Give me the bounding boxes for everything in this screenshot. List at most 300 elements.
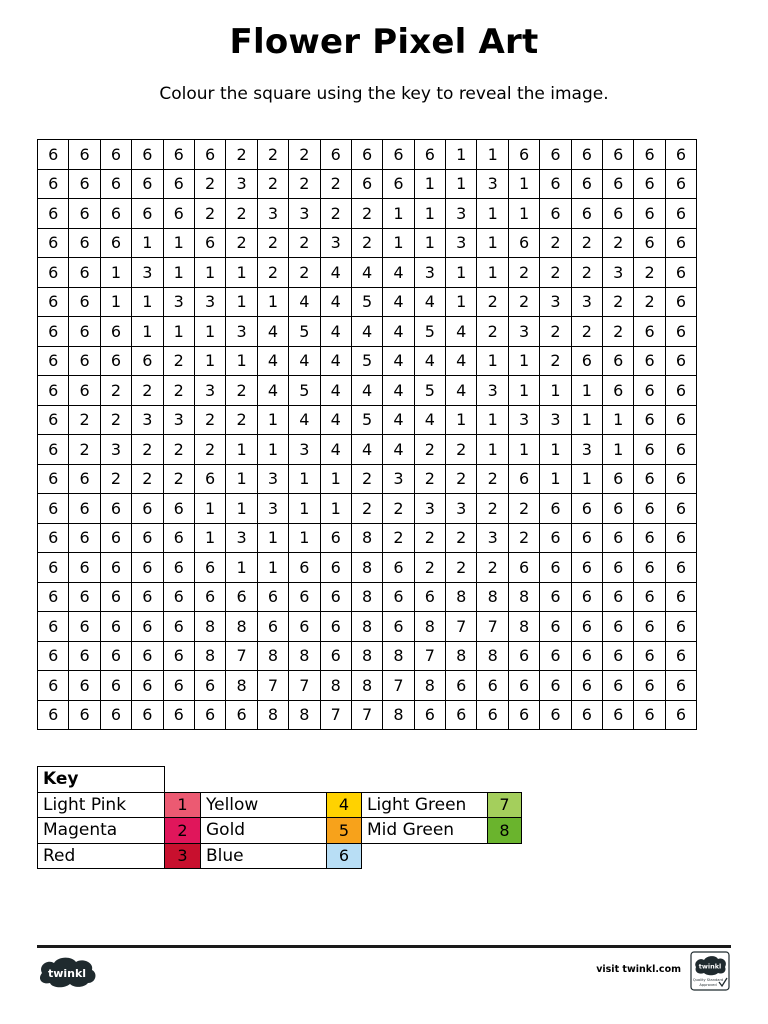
grid-cell: 6 [38, 582, 69, 612]
grid-cell: 2 [163, 376, 194, 406]
key-label: Blue [201, 843, 327, 869]
grid-cell: 6 [634, 199, 665, 229]
grid-cell: 8 [446, 582, 477, 612]
grid-cell: 2 [289, 258, 320, 288]
grid-row [38, 671, 697, 701]
grid-cell: 6 [540, 523, 571, 553]
grid-cell: 6 [508, 671, 539, 701]
grid-cell: 6 [257, 612, 288, 642]
key-swatch: 8 [488, 818, 522, 844]
grid-cell: 1 [257, 523, 288, 553]
grid-cell: 1 [320, 494, 351, 524]
grid-cell: 6 [634, 464, 665, 494]
key-heading: Key [38, 767, 165, 793]
grid-cell: 1 [477, 258, 508, 288]
grid-cell: 6 [540, 199, 571, 229]
grid-cell: 6 [540, 582, 571, 612]
grid-cell: 7 [351, 700, 382, 730]
grid-cell: 1 [257, 405, 288, 435]
grid-cell: 6 [665, 553, 696, 583]
grid-cell: 2 [414, 464, 445, 494]
grid-cell: 3 [477, 169, 508, 199]
grid-cell: 2 [540, 317, 571, 347]
grid-cell: 6 [320, 641, 351, 671]
grid-cell: 6 [69, 641, 100, 671]
grid-cell: 6 [540, 700, 571, 730]
grid-cell: 6 [477, 700, 508, 730]
grid-cell: 8 [351, 671, 382, 701]
grid-cell: 6 [132, 671, 163, 701]
grid-row [38, 346, 697, 376]
grid-cell: 8 [351, 582, 382, 612]
grid-cell: 3 [100, 435, 131, 465]
grid-cell: 6 [320, 523, 351, 553]
grid-cell: 2 [226, 199, 257, 229]
grid-cell: 6 [634, 523, 665, 553]
grid-cell: 6 [257, 582, 288, 612]
grid-cell: 1 [414, 199, 445, 229]
grid-cell: 8 [383, 700, 414, 730]
grid-cell: 6 [163, 199, 194, 229]
grid-cell: 4 [383, 317, 414, 347]
grid-cell: 1 [194, 523, 225, 553]
grid-row [38, 169, 697, 199]
grid-cell: 1 [226, 464, 257, 494]
grid-cell: 4 [383, 376, 414, 406]
grid-cell: 4 [257, 376, 288, 406]
grid-cell: 6 [665, 140, 696, 170]
grid-cell: 4 [351, 317, 382, 347]
grid-cell: 2 [257, 258, 288, 288]
grid-cell: 8 [226, 671, 257, 701]
grid-cell: 6 [634, 612, 665, 642]
grid-cell: 4 [414, 346, 445, 376]
grid-cell: 1 [446, 287, 477, 317]
grid-cell: 8 [414, 671, 445, 701]
grid-cell: 8 [194, 641, 225, 671]
grid-cell: 6 [603, 199, 634, 229]
grid-cell: 6 [226, 700, 257, 730]
grid-cell: 5 [289, 317, 320, 347]
grid-cell: 6 [163, 700, 194, 730]
grid-cell: 4 [383, 258, 414, 288]
grid-cell: 6 [665, 405, 696, 435]
twinkl-logo[interactable] [36, 955, 98, 989]
grid-cell: 8 [194, 612, 225, 642]
grid-cell: 6 [603, 700, 634, 730]
grid-cell: 1 [194, 494, 225, 524]
grid-cell: 1 [540, 464, 571, 494]
grid-cell: 3 [446, 199, 477, 229]
grid-cell: 8 [446, 641, 477, 671]
grid-cell: 6 [508, 228, 539, 258]
grid-cell: 6 [132, 199, 163, 229]
grid-cell: 6 [634, 140, 665, 170]
grid-cell: 1 [508, 199, 539, 229]
grid-cell: 2 [226, 228, 257, 258]
grid-cell: 2 [226, 376, 257, 406]
grid-cell: 3 [414, 494, 445, 524]
grid-cell: 6 [132, 494, 163, 524]
grid-cell: 6 [665, 641, 696, 671]
grid-cell: 1 [163, 228, 194, 258]
grid-cell: 2 [477, 464, 508, 494]
grid-cell: 8 [414, 612, 445, 642]
grid-cell: 6 [634, 700, 665, 730]
grid-cell: 6 [603, 464, 634, 494]
grid-cell: 6 [665, 199, 696, 229]
grid-cell: 1 [194, 258, 225, 288]
grid-cell: 6 [665, 671, 696, 701]
grid-cell: 1 [446, 169, 477, 199]
grid-cell: 6 [100, 140, 131, 170]
key-swatch: 3 [165, 843, 201, 869]
grid-cell: 1 [226, 435, 257, 465]
grid-cell: 6 [603, 671, 634, 701]
badge-brand-text: twinkl [698, 962, 722, 971]
grid-cell: 5 [289, 376, 320, 406]
grid-cell: 6 [383, 140, 414, 170]
grid-cell: 6 [571, 671, 602, 701]
grid-cell: 6 [38, 641, 69, 671]
grid-cell: 2 [383, 494, 414, 524]
grid-cell: 1 [477, 405, 508, 435]
grid-cell: 3 [508, 405, 539, 435]
grid-cell: 8 [351, 612, 382, 642]
grid-cell: 1 [226, 494, 257, 524]
grid-cell: 6 [540, 169, 571, 199]
grid-cell: 4 [320, 317, 351, 347]
grid-cell: 1 [226, 553, 257, 583]
grid-cell: 4 [351, 258, 382, 288]
grid-cell: 3 [603, 258, 634, 288]
key-swatch: 6 [327, 843, 362, 869]
grid-row [38, 405, 697, 435]
grid-cell: 2 [383, 523, 414, 553]
key-label: Mid Green [362, 818, 488, 844]
grid-cell: 6 [132, 169, 163, 199]
grid-cell: 2 [477, 494, 508, 524]
grid-cell: 3 [163, 287, 194, 317]
grid-cell: 6 [163, 612, 194, 642]
grid-cell: 2 [477, 553, 508, 583]
grid-cell: 1 [132, 317, 163, 347]
grid-cell: 6 [69, 346, 100, 376]
logo-text: twinkl [47, 967, 87, 980]
grid-cell: 1 [226, 287, 257, 317]
grid-cell: 6 [100, 169, 131, 199]
grid-cell: 3 [571, 435, 602, 465]
grid-cell: 2 [194, 435, 225, 465]
grid-cell: 6 [132, 346, 163, 376]
grid-cell: 1 [100, 287, 131, 317]
grid-cell: 2 [540, 258, 571, 288]
grid-row [38, 140, 697, 170]
grid-cell: 2 [571, 258, 602, 288]
grid-cell: 2 [132, 376, 163, 406]
grid-cell: 1 [414, 169, 445, 199]
grid-cell: 6 [665, 494, 696, 524]
grid-cell: 2 [603, 228, 634, 258]
grid-cell: 6 [508, 641, 539, 671]
grid-cell: 6 [69, 671, 100, 701]
grid-cell: 2 [132, 464, 163, 494]
grid-cell: 6 [132, 641, 163, 671]
grid-cell: 6 [38, 346, 69, 376]
grid-cell: 6 [38, 287, 69, 317]
grid-row [38, 199, 697, 229]
page-title: Flower Pixel Art [229, 22, 539, 62]
grid-cell: 8 [351, 641, 382, 671]
grid-cell: 6 [414, 140, 445, 170]
grid-cell: 6 [163, 523, 194, 553]
grid-cell: 3 [132, 258, 163, 288]
grid-cell: 2 [351, 494, 382, 524]
grid-cell: 6 [69, 169, 100, 199]
grid-cell: 2 [508, 287, 539, 317]
grid-cell: 6 [603, 494, 634, 524]
grid-cell: 6 [603, 523, 634, 553]
grid-cell: 6 [540, 641, 571, 671]
grid-cell: 2 [289, 228, 320, 258]
grid-cell: 6 [69, 523, 100, 553]
grid-cell: 6 [634, 435, 665, 465]
grid-cell: 6 [634, 582, 665, 612]
grid-cell: 6 [603, 169, 634, 199]
key-swatch: 1 [165, 792, 201, 818]
grid-cell: 1 [571, 464, 602, 494]
grid-row [38, 494, 697, 524]
grid-cell: 6 [100, 523, 131, 553]
grid-cell: 4 [320, 405, 351, 435]
grid-cell: 6 [100, 553, 131, 583]
grid-cell: 6 [69, 199, 100, 229]
grid-cell: 7 [289, 671, 320, 701]
grid-cell: 6 [194, 700, 225, 730]
grid-cell: 8 [351, 523, 382, 553]
grid-cell: 1 [446, 405, 477, 435]
grid-cell: 6 [100, 582, 131, 612]
grid-cell: 1 [194, 317, 225, 347]
grid-cell: 2 [163, 464, 194, 494]
grid-row [38, 700, 697, 730]
grid-cell: 6 [100, 671, 131, 701]
grid-cell: 6 [540, 612, 571, 642]
grid-cell: 8 [289, 700, 320, 730]
footer-divider [37, 945, 731, 948]
grid-cell: 2 [194, 199, 225, 229]
grid-cell: 3 [540, 287, 571, 317]
grid-cell: 6 [100, 612, 131, 642]
grid-cell: 2 [289, 140, 320, 170]
grid-cell: 3 [446, 228, 477, 258]
grid-cell: 6 [69, 582, 100, 612]
grid-cell: 6 [446, 671, 477, 701]
key-label: Light Green [362, 792, 488, 818]
grid-cell: 1 [603, 405, 634, 435]
grid-cell: 4 [446, 346, 477, 376]
grid-cell: 6 [508, 140, 539, 170]
grid-cell: 6 [383, 169, 414, 199]
grid-cell: 6 [194, 671, 225, 701]
grid-cell: 3 [226, 169, 257, 199]
grid-cell: 6 [38, 258, 69, 288]
grid-cell: 6 [383, 582, 414, 612]
grid-cell: 6 [320, 553, 351, 583]
grid-cell: 5 [351, 405, 382, 435]
grid-cell: 6 [163, 140, 194, 170]
grid-cell: 3 [226, 317, 257, 347]
grid-cell: 6 [665, 612, 696, 642]
grid-cell: 6 [603, 641, 634, 671]
grid-cell: 2 [320, 169, 351, 199]
grid-cell: 6 [665, 700, 696, 730]
grid-cell: 6 [665, 287, 696, 317]
grid-cell: 6 [69, 553, 100, 583]
grid-cell: 5 [351, 346, 382, 376]
grid-cell: 2 [603, 317, 634, 347]
grid-cell: 4 [414, 405, 445, 435]
grid-cell: 4 [383, 435, 414, 465]
grid-cell: 7 [257, 671, 288, 701]
grid-cell: 6 [194, 140, 225, 170]
grid-cell: 2 [540, 228, 571, 258]
grid-cell: 6 [351, 140, 382, 170]
grid-cell: 1 [508, 435, 539, 465]
grid-cell: 6 [132, 140, 163, 170]
grid-cell: 2 [477, 287, 508, 317]
grid-cell: 6 [571, 140, 602, 170]
grid-cell: 4 [320, 287, 351, 317]
grid-cell: 6 [69, 258, 100, 288]
grid-cell: 6 [665, 435, 696, 465]
grid-cell: 3 [320, 228, 351, 258]
grid-cell: 6 [69, 140, 100, 170]
grid-cell: 1 [446, 258, 477, 288]
grid-cell: 2 [163, 435, 194, 465]
grid-cell: 6 [571, 523, 602, 553]
grid-cell: 6 [289, 553, 320, 583]
grid-cell: 1 [508, 346, 539, 376]
grid-cell: 6 [194, 553, 225, 583]
grid-cell: 3 [163, 405, 194, 435]
grid-cell: 6 [634, 671, 665, 701]
grid-cell: 7 [320, 700, 351, 730]
key-swatch: 7 [488, 792, 522, 818]
grid-cell: 6 [69, 700, 100, 730]
grid-cell: 6 [634, 228, 665, 258]
grid-cell: 4 [351, 376, 382, 406]
grid-cell: 6 [69, 228, 100, 258]
grid-cell: 6 [571, 169, 602, 199]
grid-cell: 4 [257, 346, 288, 376]
grid-cell: 7 [414, 641, 445, 671]
grid-cell: 2 [194, 405, 225, 435]
grid-cell: 6 [320, 582, 351, 612]
key-swatch: 5 [327, 818, 362, 844]
grid-cell: 3 [194, 376, 225, 406]
grid-cell: 8 [477, 582, 508, 612]
grid-cell: 1 [163, 258, 194, 288]
grid-cell: 6 [38, 405, 69, 435]
grid-cell: 2 [351, 464, 382, 494]
grid-cell: 6 [38, 199, 69, 229]
grid-cell: 6 [634, 405, 665, 435]
grid-cell: 6 [100, 199, 131, 229]
grid-cell: 6 [571, 612, 602, 642]
grid-cell: 1 [414, 228, 445, 258]
grid-cell: 6 [571, 346, 602, 376]
grid-cell: 2 [446, 553, 477, 583]
grid-row [38, 641, 697, 671]
grid-cell: 1 [571, 376, 602, 406]
grid-cell: 7 [446, 612, 477, 642]
grid-cell: 2 [571, 228, 602, 258]
grid-cell: 6 [540, 494, 571, 524]
grid-cell: 4 [320, 435, 351, 465]
grid-row [38, 464, 697, 494]
grid-cell: 8 [383, 641, 414, 671]
grid-cell: 6 [38, 317, 69, 347]
grid-cell: 6 [634, 494, 665, 524]
grid-cell: 7 [226, 641, 257, 671]
grid-cell: 1 [477, 435, 508, 465]
grid-cell: 6 [100, 494, 131, 524]
grid-cell: 8 [289, 641, 320, 671]
grid-cell: 6 [540, 553, 571, 583]
grid-cell: 2 [477, 317, 508, 347]
grid-cell: 6 [289, 582, 320, 612]
visit-link[interactable]: visit twinkl.com [596, 964, 681, 975]
grid-cell: 6 [477, 671, 508, 701]
grid-cell: 6 [100, 228, 131, 258]
grid-cell: 6 [665, 317, 696, 347]
grid-cell: 6 [163, 641, 194, 671]
grid-cell: 1 [508, 169, 539, 199]
grid-cell: 6 [383, 553, 414, 583]
grid-cell: 1 [289, 494, 320, 524]
grid-cell: 6 [665, 582, 696, 612]
grid-cell: 2 [414, 553, 445, 583]
key-label: Magenta [38, 818, 165, 844]
grid-cell: 4 [289, 346, 320, 376]
grid-cell: 6 [69, 612, 100, 642]
grid-cell: 6 [226, 582, 257, 612]
grid-cell: 1 [508, 376, 539, 406]
grid-cell: 1 [257, 553, 288, 583]
grid-cell: 6 [69, 287, 100, 317]
grid-cell: 2 [446, 523, 477, 553]
grid-cell: 6 [634, 641, 665, 671]
grid-cell: 4 [320, 376, 351, 406]
grid-cell: 1 [320, 464, 351, 494]
grid-cell: 6 [540, 671, 571, 701]
grid-cell: 6 [132, 582, 163, 612]
grid-cell: 6 [132, 612, 163, 642]
grid-cell: 2 [100, 464, 131, 494]
grid-cell: 1 [289, 464, 320, 494]
grid-cell: 6 [69, 317, 100, 347]
grid-cell: 6 [634, 169, 665, 199]
grid-cell: 6 [603, 612, 634, 642]
grid-cell: 6 [194, 228, 225, 258]
grid-cell: 6 [665, 169, 696, 199]
grid-cell: 6 [100, 346, 131, 376]
grid-cell: 6 [351, 169, 382, 199]
grid-cell: 6 [163, 169, 194, 199]
page-subtitle: Colour the square using the key to reveal the image. [159, 84, 609, 104]
grid-cell: 6 [571, 553, 602, 583]
